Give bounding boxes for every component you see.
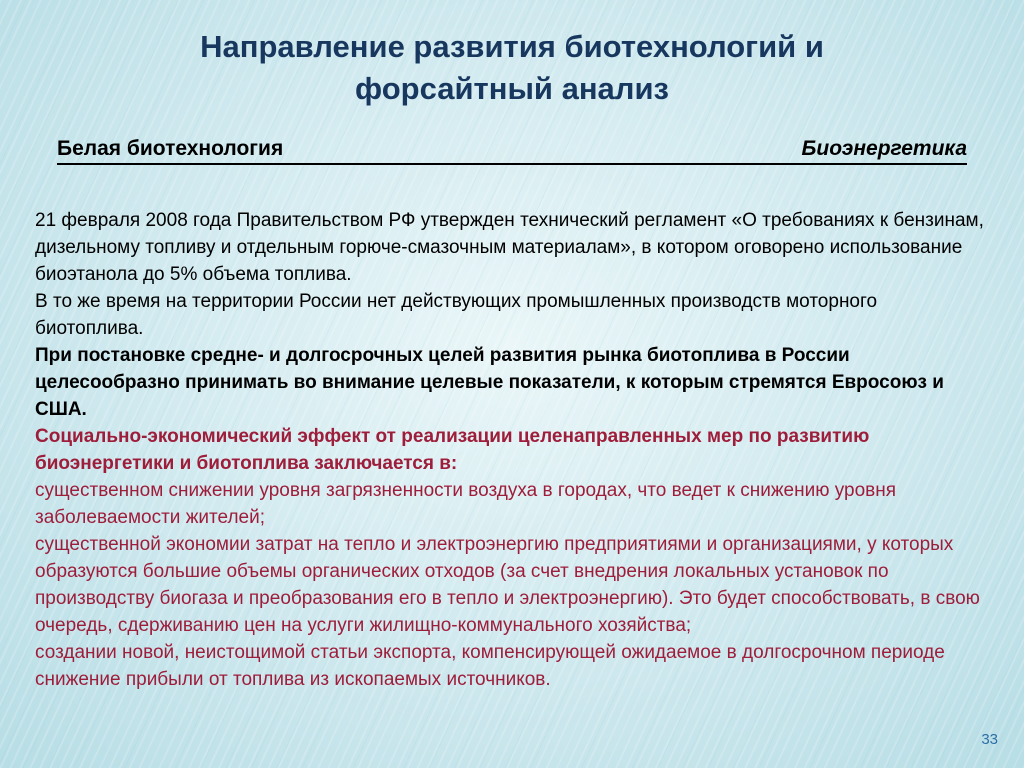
effect-item-export: создании новой, неистощимой статьи экспорта, компенсирующей ожидаемое в долгосрочном периоде снижение прибыли от топлива из ископаемых источников. (35, 642, 945, 690)
slide-body (35, 207, 985, 693)
paragraph-regulation: 21 февраля 2008 года Правительством РФ утвержден технический регламент «О требованиях к бензинам, дизельному топливу и отдельным горюче-смазочным материалам», в котором оговорено использование биоэтанола до 5% объема топлива. (35, 210, 984, 285)
paragraph-no-production: В то же время на территории России нет действующих промышленных производств моторного биотоплива. (35, 291, 878, 339)
effect-heading: Социально-экономический эффект от реализации целенаправленных мер по развитию биоэнергетики и биотоплива заключается в: (35, 426, 870, 474)
page-number: 33 (981, 731, 998, 748)
slide-title (90, 26, 934, 110)
effect-item-energy-savings: существенной экономии затрат на тепло и электроэнергию предприятиями и организациями, у которых образуются большие объемы органических отходов (за счет внедрения локальных установок по производству биогаза и преобразования его в тепло и электроэнергию). Это будет способствовать, в свою очередь, сдерживанию цен на услуги жилищно-коммунального хозяйства; (35, 534, 980, 636)
effect-item-air-quality: существенном снижении уровня загрязненности воздуха в городах, что ведет к снижению уровня заболеваемости жителей; (35, 480, 897, 528)
slide-title-line-1: Направление развития биотехнологий и (200, 29, 824, 64)
slide-title-line-2: форсайтный анализ (355, 71, 669, 106)
paragraph-targets: При постановке средне- и долгосрочных целей развития рынка биотоплива в России целесообразно принимать во внимание целевые показатели, к которым стремятся Евросоюз и США. (35, 345, 944, 420)
subheading-white-biotech: Белая биотехнология (57, 137, 284, 160)
subheading-bioenergy: Биоэнергетика (801, 137, 967, 160)
subheading-bar (57, 135, 967, 165)
